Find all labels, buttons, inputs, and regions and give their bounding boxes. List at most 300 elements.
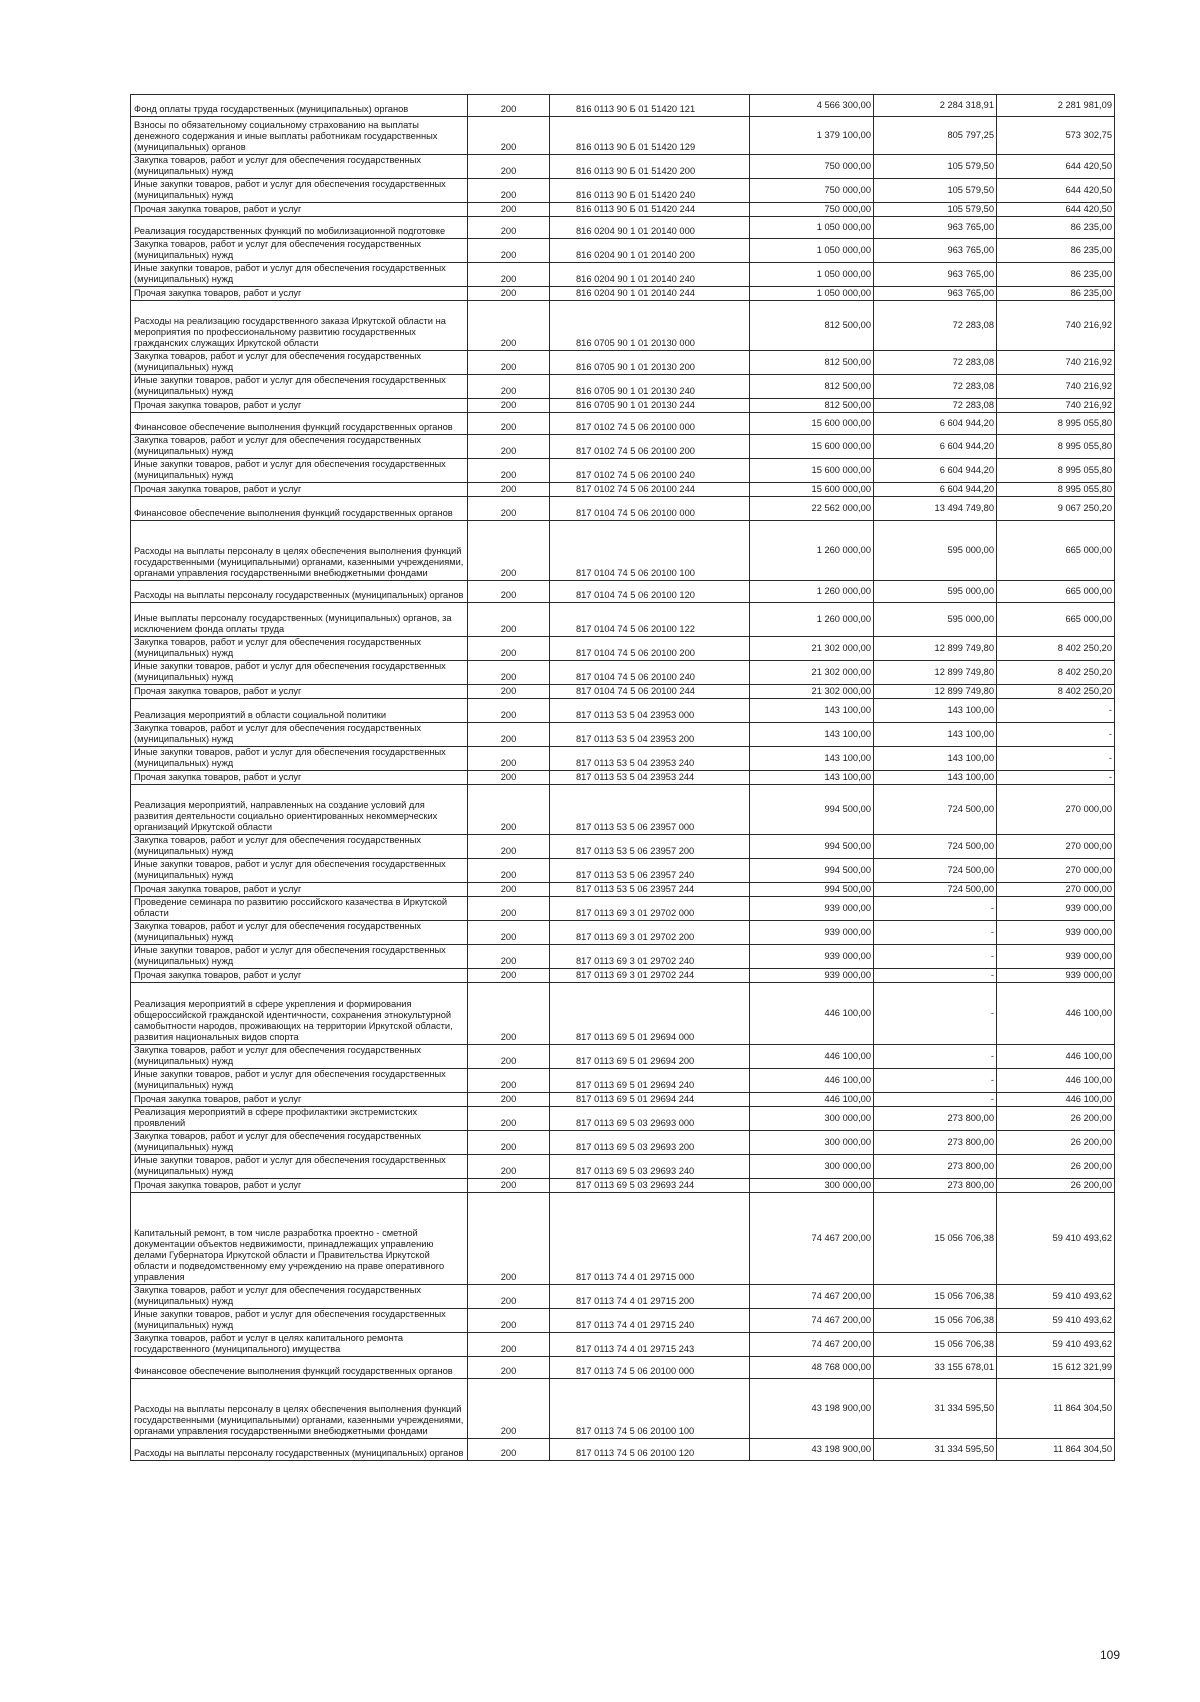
table-row xyxy=(131,95,1115,117)
row-name: Реализация мероприятий, направленных на создание условий для развития деятельности социально ориентированных некоммерческих организаций Иркутской области xyxy=(131,785,468,835)
row-classification-code: 817 0102 74 5 06 20100 244 xyxy=(550,483,750,497)
table-row xyxy=(131,637,1115,661)
row-line-code: 200 xyxy=(468,603,550,637)
row-name: Иные закупки товаров, работ и услуг для обеспечения государственных (муниципальных) нужд xyxy=(131,1155,468,1179)
row-classification-code: 817 0113 74 5 06 20100 120 xyxy=(550,1439,750,1461)
table-row xyxy=(131,897,1115,921)
row-unexecuted-amount: 11 864 304,50 xyxy=(997,1379,1115,1439)
row-unexecuted-amount: - xyxy=(997,723,1115,747)
row-line-code: 200 xyxy=(468,239,550,263)
row-line-code: 200 xyxy=(468,1093,550,1107)
row-name: Прочая закупка товаров, работ и услуг xyxy=(131,685,468,699)
row-approved-amount: 300 000,00 xyxy=(750,1179,874,1193)
row-approved-amount: 74 467 200,00 xyxy=(750,1309,874,1333)
row-name: Финансовое обеспечение выполнения функций государственных органов xyxy=(131,497,468,521)
row-name: Иные закупки товаров, работ и услуг для обеспечения государственных (муниципальных) нужд xyxy=(131,945,468,969)
row-approved-amount: 43 198 900,00 xyxy=(750,1439,874,1461)
row-executed-amount: 6 604 944,20 xyxy=(874,459,997,483)
row-name: Закупка товаров, работ и услуг для обеспечения государственных (муниципальных) нужд xyxy=(131,1131,468,1155)
row-executed-amount: 15 056 706,38 xyxy=(874,1285,997,1309)
row-unexecuted-amount: 26 200,00 xyxy=(997,1131,1115,1155)
row-classification-code: 816 0204 90 1 01 20140 244 xyxy=(550,287,750,301)
row-classification-code: 817 0113 74 4 01 29715 200 xyxy=(550,1285,750,1309)
budget-execution-table xyxy=(130,94,1115,1461)
row-name: Расходы на выплаты персоналу в целях обеспечения выполнения функций государственными (муниципальными) органами, казенными учреждениями, органами управления государственными внебюджетными фондами xyxy=(131,521,468,581)
table-row xyxy=(131,1179,1115,1193)
row-unexecuted-amount: 15 612 321,99 xyxy=(997,1357,1115,1379)
row-unexecuted-amount: 8 995 055,80 xyxy=(997,459,1115,483)
row-unexecuted-amount: 86 235,00 xyxy=(997,287,1115,301)
row-classification-code: 816 0705 90 1 01 20130 200 xyxy=(550,351,750,375)
row-unexecuted-amount: 665 000,00 xyxy=(997,603,1115,637)
row-unexecuted-amount: 270 000,00 xyxy=(997,835,1115,859)
table-row xyxy=(131,1285,1115,1309)
row-name: Закупка товаров, работ и услуг для обеспечения государственных (муниципальных) нужд xyxy=(131,921,468,945)
row-line-code: 200 xyxy=(468,1179,550,1193)
row-name: Проведение семинара по развитию российского казачества в Иркутской области xyxy=(131,897,468,921)
row-name: Иные выплаты персоналу государственных (муниципальных) органов, за исключением фонда оплаты труда xyxy=(131,603,468,637)
row-line-code: 200 xyxy=(468,945,550,969)
row-name: Реализация мероприятий в сфере укрепления и формирования общероссийской гражданской идентичности, сохранения этнокультурной самобытности народов, проживающих на территории Иркутской области, развития национальных видов спорта xyxy=(131,983,468,1045)
row-line-code: 200 xyxy=(468,859,550,883)
row-approved-amount: 4 566 300,00 xyxy=(750,95,874,117)
row-classification-code: 817 0113 53 5 06 23957 244 xyxy=(550,883,750,897)
row-executed-amount: 143 100,00 xyxy=(874,699,997,723)
row-line-code: 200 xyxy=(468,983,550,1045)
row-line-code: 200 xyxy=(468,785,550,835)
row-classification-code: 817 0113 69 5 03 29693 240 xyxy=(550,1155,750,1179)
row-line-code: 200 xyxy=(468,1107,550,1131)
row-classification-code: 817 0113 53 5 06 23957 240 xyxy=(550,859,750,883)
row-classification-code: 817 0113 69 3 01 29702 240 xyxy=(550,945,750,969)
row-approved-amount: 1 050 000,00 xyxy=(750,239,874,263)
table-row xyxy=(131,983,1115,1045)
row-name: Иные закупки товаров, работ и услуг для обеспечения государственных (муниципальных) нужд xyxy=(131,263,468,287)
row-name: Закупка товаров, работ и услуг для обеспечения государственных (муниципальных) нужд xyxy=(131,723,468,747)
row-executed-amount: 963 765,00 xyxy=(874,239,997,263)
row-unexecuted-amount: 270 000,00 xyxy=(997,883,1115,897)
row-approved-amount: 446 100,00 xyxy=(750,1093,874,1107)
row-name: Закупка товаров, работ и услуг в целях капитального ремонта государственного (муниципального) имущества xyxy=(131,1333,468,1357)
row-unexecuted-amount: 8 995 055,80 xyxy=(997,413,1115,435)
row-approved-amount: 143 100,00 xyxy=(750,723,874,747)
row-name: Реализация мероприятий в сфере профилактики экстремистских проявлений xyxy=(131,1107,468,1131)
row-name: Прочая закупка товаров, работ и услуг xyxy=(131,203,468,217)
row-unexecuted-amount: 446 100,00 xyxy=(997,1069,1115,1093)
row-executed-amount: - xyxy=(874,945,997,969)
row-executed-amount: 273 800,00 xyxy=(874,1179,997,1193)
row-approved-amount: 939 000,00 xyxy=(750,969,874,983)
row-unexecuted-amount: 86 235,00 xyxy=(997,239,1115,263)
row-approved-amount: 22 562 000,00 xyxy=(750,497,874,521)
row-executed-amount: - xyxy=(874,921,997,945)
row-executed-amount: 273 800,00 xyxy=(874,1155,997,1179)
row-classification-code: 816 0204 90 1 01 20140 240 xyxy=(550,263,750,287)
row-line-code: 200 xyxy=(468,497,550,521)
row-line-code: 200 xyxy=(468,1155,550,1179)
row-approved-amount: 1 050 000,00 xyxy=(750,263,874,287)
row-unexecuted-amount: 86 235,00 xyxy=(997,263,1115,287)
row-unexecuted-amount: 270 000,00 xyxy=(997,859,1115,883)
row-classification-code: 816 0113 90 Б 01 51420 200 xyxy=(550,155,750,179)
row-name: Реализация государственных функций по мобилизационной подготовке xyxy=(131,217,468,239)
row-unexecuted-amount: 644 420,50 xyxy=(997,155,1115,179)
row-classification-code: 817 0113 69 5 01 29694 000 xyxy=(550,983,750,1045)
row-approved-amount: 994 500,00 xyxy=(750,859,874,883)
row-approved-amount: 994 500,00 xyxy=(750,883,874,897)
row-line-code: 200 xyxy=(468,1309,550,1333)
row-approved-amount: 939 000,00 xyxy=(750,897,874,921)
table-row xyxy=(131,1309,1115,1333)
row-name: Взносы по обязательному социальному страхованию на выплаты денежного содержания и иные выплаты работникам государственных (муниципальных) органов xyxy=(131,117,468,155)
row-unexecuted-amount: 665 000,00 xyxy=(997,521,1115,581)
row-approved-amount: 1 260 000,00 xyxy=(750,521,874,581)
row-classification-code: 816 0705 90 1 01 20130 000 xyxy=(550,301,750,351)
table-row xyxy=(131,661,1115,685)
row-line-code: 200 xyxy=(468,685,550,699)
row-executed-amount: 143 100,00 xyxy=(874,723,997,747)
row-executed-amount: 15 056 706,38 xyxy=(874,1193,997,1285)
row-classification-code: 817 0113 53 5 06 23957 200 xyxy=(550,835,750,859)
row-executed-amount: 143 100,00 xyxy=(874,771,997,785)
table-row xyxy=(131,1379,1115,1439)
row-classification-code: 817 0113 69 5 01 29694 200 xyxy=(550,1045,750,1069)
row-executed-amount: 724 500,00 xyxy=(874,859,997,883)
table-row xyxy=(131,969,1115,983)
table-row xyxy=(131,521,1115,581)
row-name: Прочая закупка товаров, работ и услуг xyxy=(131,287,468,301)
row-executed-amount: 963 765,00 xyxy=(874,287,997,301)
row-unexecuted-amount: - xyxy=(997,771,1115,785)
row-approved-amount: 1 379 100,00 xyxy=(750,117,874,155)
row-executed-amount: 105 579,50 xyxy=(874,155,997,179)
row-unexecuted-amount: 740 216,92 xyxy=(997,301,1115,351)
row-approved-amount: 812 500,00 xyxy=(750,399,874,413)
table-row xyxy=(131,483,1115,497)
table-row xyxy=(131,835,1115,859)
row-unexecuted-amount: 8 995 055,80 xyxy=(997,483,1115,497)
row-approved-amount: 1 050 000,00 xyxy=(750,287,874,301)
row-executed-amount: 33 155 678,01 xyxy=(874,1357,997,1379)
row-classification-code: 816 0705 90 1 01 20130 240 xyxy=(550,375,750,399)
row-approved-amount: 750 000,00 xyxy=(750,179,874,203)
row-name: Иные закупки товаров, работ и услуг для обеспечения государственных (муниципальных) нужд xyxy=(131,179,468,203)
row-line-code: 200 xyxy=(468,263,550,287)
row-name: Иные закупки товаров, работ и услуг для обеспечения государственных (муниципальных) нужд xyxy=(131,747,468,771)
row-unexecuted-amount: 26 200,00 xyxy=(997,1155,1115,1179)
row-line-code: 200 xyxy=(468,897,550,921)
row-classification-code: 817 0104 74 5 06 20100 200 xyxy=(550,637,750,661)
row-unexecuted-amount: 573 302,75 xyxy=(997,117,1115,155)
row-classification-code: 816 0113 90 Б 01 51420 129 xyxy=(550,117,750,155)
table-row xyxy=(131,117,1115,155)
table-row xyxy=(131,771,1115,785)
row-classification-code: 817 0104 74 5 06 20100 100 xyxy=(550,521,750,581)
row-classification-code: 817 0113 69 3 01 29702 244 xyxy=(550,969,750,983)
row-unexecuted-amount: 9 067 250,20 xyxy=(997,497,1115,521)
row-executed-amount: 595 000,00 xyxy=(874,603,997,637)
table-row xyxy=(131,263,1115,287)
row-executed-amount: - xyxy=(874,1045,997,1069)
row-line-code: 200 xyxy=(468,435,550,459)
row-line-code: 200 xyxy=(468,351,550,375)
row-unexecuted-amount: 270 000,00 xyxy=(997,785,1115,835)
row-line-code: 200 xyxy=(468,459,550,483)
row-classification-code: 816 0113 90 Б 01 51420 244 xyxy=(550,203,750,217)
table-row xyxy=(131,883,1115,897)
row-unexecuted-amount: 26 200,00 xyxy=(997,1107,1115,1131)
row-name: Реализация мероприятий в области социальной политики xyxy=(131,699,468,723)
row-name: Расходы на выплаты персоналу государственных (муниципальных) органов xyxy=(131,581,468,603)
row-executed-amount: - xyxy=(874,969,997,983)
row-unexecuted-amount: 26 200,00 xyxy=(997,1179,1115,1193)
row-approved-amount: 21 302 000,00 xyxy=(750,661,874,685)
row-executed-amount: 72 283,08 xyxy=(874,375,997,399)
row-line-code: 200 xyxy=(468,1357,550,1379)
table-row xyxy=(131,1131,1115,1155)
row-classification-code: 817 0113 74 4 01 29715 000 xyxy=(550,1193,750,1285)
row-classification-code: 817 0102 74 5 06 20100 200 xyxy=(550,435,750,459)
row-line-code: 200 xyxy=(468,95,550,117)
table-row xyxy=(131,1333,1115,1357)
row-classification-code: 817 0102 74 5 06 20100 000 xyxy=(550,413,750,435)
row-line-code: 200 xyxy=(468,661,550,685)
table-row xyxy=(131,1155,1115,1179)
row-unexecuted-amount: 740 216,92 xyxy=(997,375,1115,399)
row-name: Закупка товаров, работ и услуг для обеспечения государственных (муниципальных) нужд xyxy=(131,351,468,375)
row-executed-amount: - xyxy=(874,1069,997,1093)
row-classification-code: 817 0104 74 5 06 20100 244 xyxy=(550,685,750,699)
row-line-code: 200 xyxy=(468,835,550,859)
row-classification-code: 816 0113 90 Б 01 51420 240 xyxy=(550,179,750,203)
row-unexecuted-amount: 59 410 493,62 xyxy=(997,1193,1115,1285)
row-unexecuted-amount: 59 410 493,62 xyxy=(997,1333,1115,1357)
row-executed-amount: 105 579,50 xyxy=(874,203,997,217)
row-unexecuted-amount: 446 100,00 xyxy=(997,1045,1115,1069)
row-unexecuted-amount: 59 410 493,62 xyxy=(997,1285,1115,1309)
row-line-code: 200 xyxy=(468,301,550,351)
table-row xyxy=(131,1193,1115,1285)
row-line-code: 200 xyxy=(468,179,550,203)
row-line-code: 200 xyxy=(468,1439,550,1461)
table-row xyxy=(131,581,1115,603)
row-classification-code: 817 0113 69 5 01 29694 240 xyxy=(550,1069,750,1093)
row-name: Иные закупки товаров, работ и услуг для обеспечения государственных (муниципальных) нужд xyxy=(131,859,468,883)
row-executed-amount: - xyxy=(874,1093,997,1107)
row-name: Закупка товаров, работ и услуг для обеспечения государственных (муниципальных) нужд xyxy=(131,637,468,661)
table-row xyxy=(131,723,1115,747)
row-classification-code: 817 0113 74 5 06 20100 100 xyxy=(550,1379,750,1439)
row-line-code: 200 xyxy=(468,723,550,747)
row-executed-amount: 12 899 749,80 xyxy=(874,685,997,699)
row-executed-amount: 143 100,00 xyxy=(874,747,997,771)
row-line-code: 200 xyxy=(468,1379,550,1439)
row-unexecuted-amount: 939 000,00 xyxy=(997,897,1115,921)
row-classification-code: 816 0113 90 Б 01 51420 121 xyxy=(550,95,750,117)
row-classification-code: 817 0113 69 5 03 29693 200 xyxy=(550,1131,750,1155)
row-line-code: 200 xyxy=(468,921,550,945)
row-name: Прочая закупка товаров, работ и услуг xyxy=(131,969,468,983)
row-name: Финансовое обеспечение выполнения функций государственных органов xyxy=(131,413,468,435)
table-row xyxy=(131,155,1115,179)
table-row xyxy=(131,1069,1115,1093)
row-line-code: 200 xyxy=(468,483,550,497)
row-classification-code: 817 0113 69 3 01 29702 000 xyxy=(550,897,750,921)
table-row xyxy=(131,203,1115,217)
row-unexecuted-amount: 446 100,00 xyxy=(997,1093,1115,1107)
row-line-code: 200 xyxy=(468,155,550,179)
table-row xyxy=(131,351,1115,375)
row-approved-amount: 812 500,00 xyxy=(750,351,874,375)
row-approved-amount: 21 302 000,00 xyxy=(750,637,874,661)
row-unexecuted-amount: 939 000,00 xyxy=(997,969,1115,983)
table-row xyxy=(131,747,1115,771)
row-unexecuted-amount: 644 420,50 xyxy=(997,203,1115,217)
row-classification-code: 816 0204 90 1 01 20140 000 xyxy=(550,217,750,239)
table-row xyxy=(131,459,1115,483)
row-name: Расходы на выплаты персоналу в целях обеспечения выполнения функций государственными (муниципальными) органами, казенными учреждениями, органами управления государственными внебюджетными фондами xyxy=(131,1379,468,1439)
row-name: Расходы на выплаты персоналу государственных (муниципальных) органов xyxy=(131,1439,468,1461)
row-unexecuted-amount: 740 216,92 xyxy=(997,351,1115,375)
row-approved-amount: 750 000,00 xyxy=(750,203,874,217)
row-approved-amount: 43 198 900,00 xyxy=(750,1379,874,1439)
row-unexecuted-amount: 939 000,00 xyxy=(997,921,1115,945)
row-classification-code: 816 0204 90 1 01 20140 200 xyxy=(550,239,750,263)
row-classification-code: 817 0113 74 5 06 20100 000 xyxy=(550,1357,750,1379)
row-approved-amount: 15 600 000,00 xyxy=(750,435,874,459)
row-line-code: 200 xyxy=(468,1333,550,1357)
page-number: 109 xyxy=(1099,1648,1120,1662)
row-classification-code: 817 0113 53 5 04 23953 200 xyxy=(550,723,750,747)
row-executed-amount: 31 334 595,50 xyxy=(874,1379,997,1439)
row-approved-amount: 74 467 200,00 xyxy=(750,1285,874,1309)
row-executed-amount: - xyxy=(874,897,997,921)
row-executed-amount: 6 604 944,20 xyxy=(874,413,997,435)
row-unexecuted-amount: - xyxy=(997,747,1115,771)
row-executed-amount: 963 765,00 xyxy=(874,217,997,239)
row-unexecuted-amount: 446 100,00 xyxy=(997,983,1115,1045)
row-name: Прочая закупка товаров, работ и услуг xyxy=(131,1179,468,1193)
row-unexecuted-amount: - xyxy=(997,699,1115,723)
table-row xyxy=(131,399,1115,413)
row-executed-amount: 2 284 318,91 xyxy=(874,95,997,117)
row-approved-amount: 812 500,00 xyxy=(750,375,874,399)
row-approved-amount: 15 600 000,00 xyxy=(750,483,874,497)
row-name: Иные закупки товаров, работ и услуг для обеспечения государственных (муниципальных) нужд xyxy=(131,1069,468,1093)
row-approved-amount: 143 100,00 xyxy=(750,699,874,723)
row-unexecuted-amount: 939 000,00 xyxy=(997,945,1115,969)
row-name: Расходы на реализацию государственного заказа Иркутской области на мероприятия по профессиональному развитию государственных гражданских служащих Иркутской области xyxy=(131,301,468,351)
row-executed-amount: 273 800,00 xyxy=(874,1131,997,1155)
row-name: Прочая закупка товаров, работ и услуг xyxy=(131,883,468,897)
row-name: Закупка товаров, работ и услуг для обеспечения государственных (муниципальных) нужд xyxy=(131,1045,468,1069)
table-row xyxy=(131,859,1115,883)
row-line-code: 200 xyxy=(468,637,550,661)
row-name: Прочая закупка товаров, работ и услуг xyxy=(131,771,468,785)
row-approved-amount: 1 260 000,00 xyxy=(750,581,874,603)
row-name: Фонд оплаты труда государственных (муниципальных) органов xyxy=(131,95,468,117)
row-line-code: 200 xyxy=(468,747,550,771)
row-classification-code: 817 0104 74 5 06 20100 000 xyxy=(550,497,750,521)
row-classification-code: 817 0104 74 5 06 20100 120 xyxy=(550,581,750,603)
table-row xyxy=(131,785,1115,835)
row-executed-amount: 31 334 595,50 xyxy=(874,1439,997,1461)
row-classification-code: 817 0113 69 5 03 29693 000 xyxy=(550,1107,750,1131)
row-approved-amount: 74 467 200,00 xyxy=(750,1333,874,1357)
row-line-code: 200 xyxy=(468,699,550,723)
row-executed-amount: 12 899 749,80 xyxy=(874,637,997,661)
row-unexecuted-amount: 86 235,00 xyxy=(997,217,1115,239)
row-line-code: 200 xyxy=(468,399,550,413)
table-row xyxy=(131,1045,1115,1069)
row-line-code: 200 xyxy=(468,771,550,785)
row-line-code: 200 xyxy=(468,1069,550,1093)
table-row xyxy=(131,1439,1115,1461)
table-row xyxy=(131,603,1115,637)
row-line-code: 200 xyxy=(468,969,550,983)
row-approved-amount: 446 100,00 xyxy=(750,1045,874,1069)
row-classification-code: 817 0113 69 5 03 29693 244 xyxy=(550,1179,750,1193)
row-approved-amount: 939 000,00 xyxy=(750,921,874,945)
table-row xyxy=(131,301,1115,351)
row-executed-amount: 6 604 944,20 xyxy=(874,483,997,497)
row-approved-amount: 143 100,00 xyxy=(750,747,874,771)
table-row xyxy=(131,179,1115,203)
row-line-code: 200 xyxy=(468,1131,550,1155)
row-approved-amount: 1 050 000,00 xyxy=(750,217,874,239)
table-row xyxy=(131,497,1115,521)
row-name: Закупка товаров, работ и услуг для обеспечения государственных (муниципальных) нужд xyxy=(131,239,468,263)
table-row xyxy=(131,239,1115,263)
row-executed-amount: 963 765,00 xyxy=(874,263,997,287)
table-row xyxy=(131,1093,1115,1107)
row-executed-amount: 805 797,25 xyxy=(874,117,997,155)
row-unexecuted-amount: 8 402 250,20 xyxy=(997,685,1115,699)
row-executed-amount: 724 500,00 xyxy=(874,883,997,897)
row-unexecuted-amount: 8 402 250,20 xyxy=(997,637,1115,661)
row-approved-amount: 300 000,00 xyxy=(750,1107,874,1131)
row-executed-amount: 6 604 944,20 xyxy=(874,435,997,459)
row-name: Иные закупки товаров, работ и услуг для обеспечения государственных (муниципальных) нужд xyxy=(131,1309,468,1333)
row-line-code: 200 xyxy=(468,521,550,581)
row-line-code: 200 xyxy=(468,217,550,239)
row-unexecuted-amount: 2 281 981,09 xyxy=(997,95,1115,117)
row-name: Иные закупки товаров, работ и услуг для обеспечения государственных (муниципальных) нужд xyxy=(131,375,468,399)
table-row xyxy=(131,435,1115,459)
row-approved-amount: 446 100,00 xyxy=(750,1069,874,1093)
row-name: Иные закупки товаров, работ и услуг для обеспечения государственных (муниципальных) нужд xyxy=(131,459,468,483)
row-executed-amount: 13 494 749,80 xyxy=(874,497,997,521)
row-classification-code: 817 0113 53 5 04 23953 000 xyxy=(550,699,750,723)
row-classification-code: 817 0113 69 3 01 29702 200 xyxy=(550,921,750,945)
row-classification-code: 817 0104 74 5 06 20100 122 xyxy=(550,603,750,637)
row-line-code: 200 xyxy=(468,413,550,435)
row-unexecuted-amount: 644 420,50 xyxy=(997,179,1115,203)
row-line-code: 200 xyxy=(468,117,550,155)
row-approved-amount: 812 500,00 xyxy=(750,301,874,351)
row-name: Прочая закупка товаров, работ и услуг xyxy=(131,399,468,413)
row-executed-amount: 72 283,08 xyxy=(874,399,997,413)
row-approved-amount: 15 600 000,00 xyxy=(750,459,874,483)
row-name: Финансовое обеспечение выполнения функций государственных органов xyxy=(131,1357,468,1379)
row-classification-code: 817 0113 74 4 01 29715 243 xyxy=(550,1333,750,1357)
row-unexecuted-amount: 665 000,00 xyxy=(997,581,1115,603)
row-executed-amount: 72 283,08 xyxy=(874,351,997,375)
table-row xyxy=(131,413,1115,435)
table-row xyxy=(131,685,1115,699)
row-approved-amount: 48 768 000,00 xyxy=(750,1357,874,1379)
row-line-code: 200 xyxy=(468,1193,550,1285)
